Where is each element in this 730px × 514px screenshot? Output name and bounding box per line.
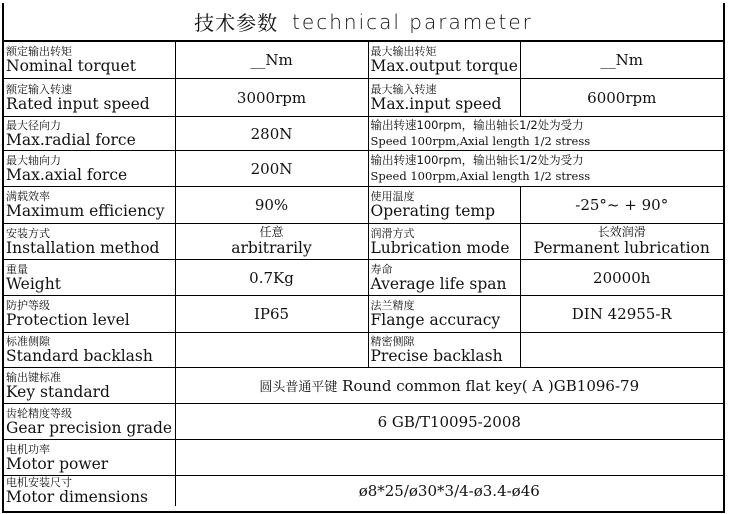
param-label-cn: 最大输出转矩 [370, 45, 437, 59]
param-value: 20000h [520, 260, 723, 296]
param-label-cn: 润滑方式 [370, 226, 415, 240]
param-label-cn: 防护等级 [6, 299, 50, 313]
param-label [4, 440, 175, 476]
param-label-en: Rated input speed [6, 94, 150, 113]
title-english: technical parameter [292, 9, 533, 34]
param-label [4, 404, 175, 440]
param-label [368, 224, 520, 260]
param-value: 6000rpm [520, 79, 723, 117]
param-label-en: Average life span [370, 274, 507, 293]
param-value-en: Round common flat key( A )GB1096-79 [342, 377, 640, 395]
param-label-en: Motor power [6, 454, 109, 473]
param-label-en: Maximum efficiency [6, 202, 165, 221]
table-row [4, 404, 723, 440]
table-row [4, 333, 723, 368]
param-label [368, 296, 520, 333]
param-value: 280N [175, 117, 368, 151]
param-label-en: Lubrication mode [370, 238, 510, 257]
param-label [4, 476, 175, 506]
param-label-cn: 齿轮精度等级 [6, 406, 72, 420]
sheet-title [4, 3, 723, 41]
param-label-cn: 重量 [6, 262, 28, 276]
param-value: ø8*25/ø30*3/4-ø3.4-ø46 [175, 476, 723, 506]
param-label-en: Protection level [6, 311, 130, 330]
param-value: 200N [175, 151, 368, 187]
title-chinese: 技术参数 [194, 11, 279, 35]
param-value: 0.7Kg [175, 260, 368, 296]
param-value: __Nm [175, 42, 368, 79]
param-label-cn: 安装方式 [6, 226, 50, 240]
parameter-table [4, 41, 723, 506]
param-label-en: Installation method [6, 238, 160, 257]
param-label-cn: 法兰精度 [370, 299, 415, 313]
param-label-en: Motor dimensions [6, 488, 149, 506]
param-value: 90% [175, 187, 368, 224]
param-label-en: Max.input speed [370, 94, 502, 113]
param-label [368, 333, 520, 368]
param-label [4, 333, 175, 368]
param-label-cn: 满载效率 [6, 190, 50, 204]
param-label-en: Nominal torquet [6, 57, 136, 76]
param-label-en: Precise backlash [370, 347, 503, 366]
param-value: 3000rpm [175, 79, 368, 117]
param-label-cn: 输出键标准 [6, 370, 61, 384]
param-label-cn: 寿命 [370, 262, 393, 276]
table-row [4, 368, 723, 404]
param-value [175, 224, 368, 260]
param-note-en: Speed 100rpm,Axial length 1/2 stress [370, 134, 591, 148]
param-value: __Nm [520, 42, 723, 79]
param-label [4, 296, 175, 333]
table-row [4, 476, 723, 506]
param-note [368, 117, 723, 151]
param-label-cn: 标准侧隙 [6, 335, 50, 349]
param-label [4, 42, 175, 79]
param-value-en: Permanent lubrication [533, 239, 710, 258]
table-row [4, 151, 723, 187]
param-value: DIN 42955-R [520, 296, 723, 333]
param-label-cn: 电机功率 [6, 442, 50, 456]
table-row [4, 224, 723, 260]
param-note-cn: 输出转速100rpm，输出轴长1/2处为受力 [370, 117, 584, 132]
param-label [4, 260, 175, 296]
param-label-en: Max.axial force [6, 165, 128, 184]
param-label [4, 117, 175, 151]
table-row [4, 187, 723, 224]
param-value-cn: 长效润滑 [597, 225, 646, 240]
param-label [4, 187, 175, 224]
table-row [4, 117, 723, 151]
param-value: IP65 [175, 296, 368, 333]
param-value [175, 368, 723, 404]
param-label-en: Max.output torque [370, 57, 518, 76]
param-label-cn: 最大径向力 [6, 118, 61, 132]
param-label-en: Max.radial force [6, 130, 136, 149]
param-label-en: Weight [6, 274, 61, 293]
param-value [175, 333, 368, 368]
param-value [520, 333, 723, 368]
param-value: 6 GB/T10095-2008 [175, 404, 723, 440]
table-row [4, 260, 723, 296]
param-note [368, 151, 723, 187]
param-value-en: arbitrarily [231, 239, 312, 258]
param-label-cn: 额定输出转矩 [6, 45, 72, 59]
table-row [4, 79, 723, 117]
param-value: -25°~ + 90° [520, 187, 723, 224]
param-label-cn: 精密侧隙 [370, 335, 415, 349]
param-label-cn: 使用温度 [370, 190, 415, 204]
param-note-cn: 输出转速100rpm，输出轴长1/2处为受力 [370, 152, 584, 167]
param-label [368, 187, 520, 224]
param-value [175, 440, 723, 476]
param-value-cn: 圆头普通平键 [259, 380, 338, 395]
param-label-cn: 电机安装尺寸 [6, 476, 72, 489]
param-label-cn: 最大轴向力 [6, 153, 61, 167]
param-label-en: Operating temp [370, 202, 495, 221]
param-label-en: Flange accuracy [370, 311, 501, 330]
param-label [4, 151, 175, 187]
param-label [368, 260, 520, 296]
param-label-en: Standard backlash [6, 347, 153, 366]
param-label [368, 79, 520, 117]
param-label [368, 42, 520, 79]
param-label-en: Gear precision grade [6, 418, 173, 437]
param-value [520, 224, 723, 260]
table-row [4, 42, 723, 79]
param-label-cn: 额定输入转速 [6, 82, 72, 96]
param-label [4, 368, 175, 404]
param-value-cn: 任意 [259, 225, 284, 240]
table-row [4, 296, 723, 333]
param-note-en: Speed 100rpm,Axial length 1/2 stress [370, 169, 591, 183]
technical-parameter-sheet [2, 3, 725, 513]
param-label [4, 79, 175, 117]
param-label-en: Key standard [6, 382, 110, 401]
param-label-cn: 最大输入转速 [370, 82, 437, 96]
param-label [4, 224, 175, 260]
table-row [4, 440, 723, 476]
